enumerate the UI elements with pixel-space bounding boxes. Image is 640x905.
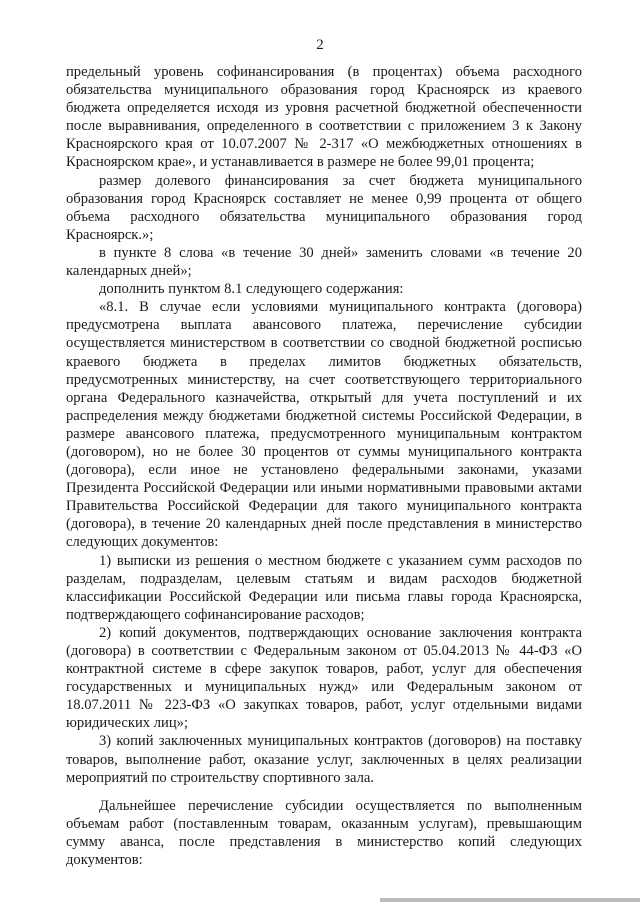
list-item-3: 3) копий заключенных муниципальных контрактов (договоров) на поставку товаров, выполнение работ, оказание услуг, заключенных в целях реализации мероприятий по строительству спортивного зала. [66,733,582,786]
list-item-1: 1) выписки из решения о местном бюджете с указанием сумм расходов по разделам, подразделам, целевым статьям и видам расходов бюджетной классификации Российской Федерации или письма главы города Красноярска, подтверждающего софинансирование расходов; [66,552,582,623]
paragraph-share-financing: размер долевого финансирования за счет бюджета муниципального образования город Красноярск составляет не менее 0,99 процента от общего объема расходного обязательства муниципального образования город Красноярск.»; [66,172,582,243]
page-number: 2 [316,37,324,53]
paragraph-add-point-8-1: дополнить пунктом 8.1 следующего содержания: [99,281,404,298]
paragraph-point-8-1: «8.1. В случае если условиями муниципального контракта (договора) предусмотрена выплата авансового платежа, перечисление субсидии осуществляется министерством в соответствии со сводной бюджетной росписью краевого бюджета в пределах лимитов бюджетных обязательств, предусмотренных министерству, на счет соответствующего территориального органа Федерального казначейства, открытый для учета поступлений и их распределения между бюджетами бюджетной системы Российской Федерации, в размере авансового платежа, предусмотренного муниципальным контрактом (договором), но не более 30 процентов от суммы муниципального контракта (договора), если иное не установлено федеральными законами, указами Президента Российской Федерации или иными нормативными правовыми актами Правительства Российской Федерации для такого муниципального контракта (договора), в течение 20 календарных дней после представления в министерство следующих документов: [66,299,582,551]
list-item-2: 2) копий документов, подтверждающих основание заключения контракта (договора) в соответствии с Федеральным законом от 05.04.2013 № 44-ФЗ «О контрактной системе в сфере закупок товаров, работ, услуг для обеспечения государственных и муниципальных нужд» или Федеральным законом от 18.07.2011 № 223-ФЗ «О закупках товаров, работ, услуг отдельными видами юридических лиц»; [66,624,582,732]
paragraph-further-transfer: Дальнейшее перечисление субсидии осуществляется по выполненным объемам работ (поставленным товарам, оказанным услугам), превышающим сумму аванса, после представления в министерство копий следующих документов: [66,797,582,869]
document-body [66,63,582,869]
paragraph-cofinancing-level: предельный уровень софинансирования (в процентах) объема расходного обязательства муниципального образования город Красноярск из краевого бюджета определяется исходя из уровня расчетной бюджетной обеспеченности после выравнивания, определенного в соответствии с приложением 3 к Закону Красноярского края от 10.07.2007 № 2-317 «О межбюджетных отношениях в Красноярском крае», и устанавливается в размере не более 99,01 процента; [66,64,582,171]
paragraph-point-8-amendment: в пункте 8 слова «в течение 30 дней» заменить словами «в течение 20 календарных дней»; [66,244,582,280]
scan-edge-divider [380,898,640,902]
